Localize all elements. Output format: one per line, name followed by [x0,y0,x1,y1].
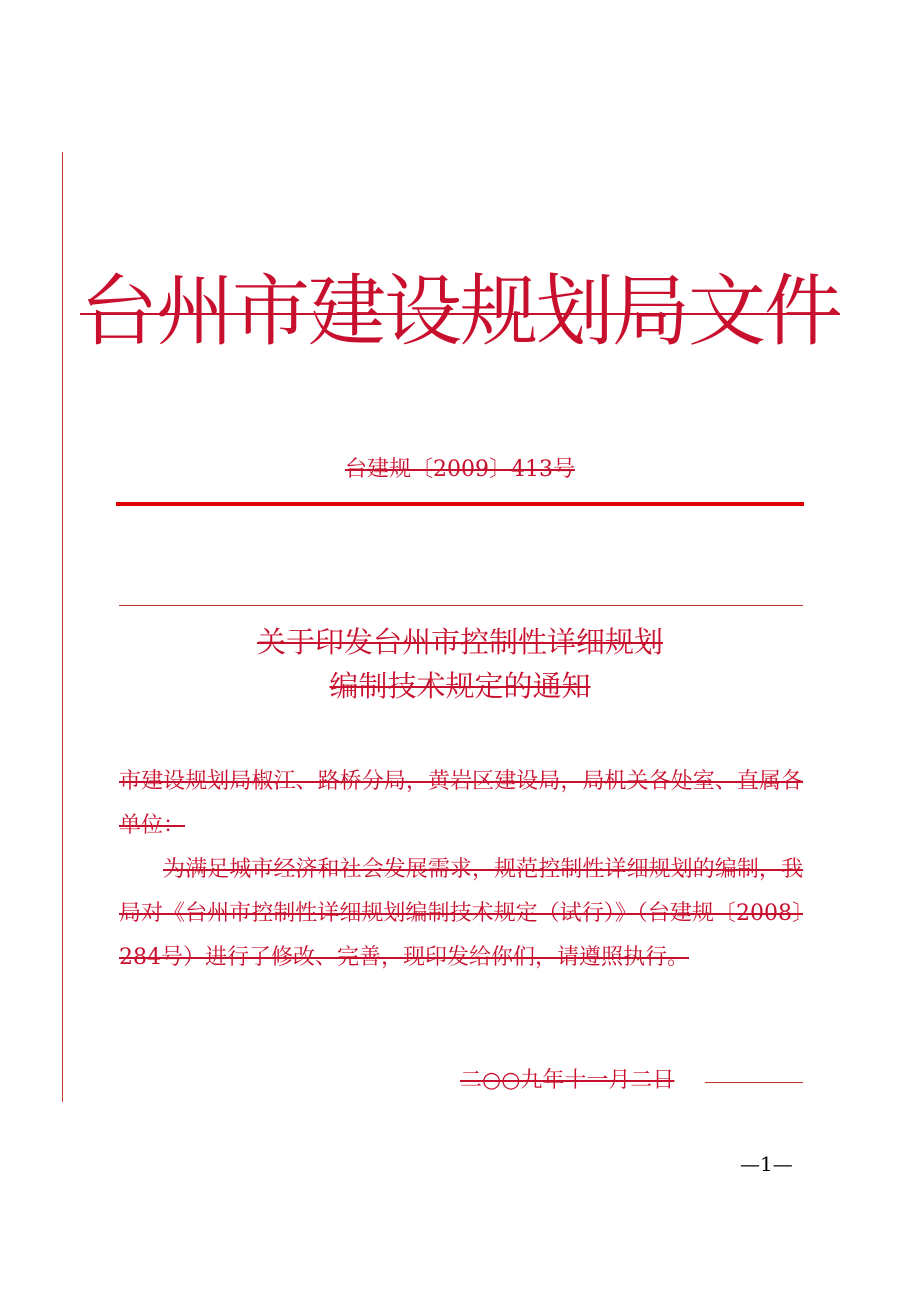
addressee: 市建设规划局椒江、路桥分局，黄岩区建设局，局机关各处室、直属各单位： [119,769,803,838]
notice-title-line-1: 关于印发台州市控制性详细规划 [256,625,663,659]
body-paragraph: 为满足城市经济和社会发展需求，规范控制性详细规划的编制，我局对《台州市控制性详细规划编制技术规定（试行）》（台建规〔2008〕284号）进行了修改、完善，现印发给你们，请遵照执行。 [119,857,803,970]
notice-body [119,760,803,980]
document-number: 台建规〔2009〕413号 [345,457,575,482]
notice-title-line-2: 编制技术规定的通知 [329,669,591,703]
issue-date-block [460,1066,803,1096]
issuer-title-text: 台州市建设规划局文件 [79,267,840,357]
notice-title [0,620,920,708]
revision-thin-rule [119,605,803,606]
issuer-title [0,262,920,362]
page-number: —1— [740,1152,793,1176]
date-trailing-rule [705,1082,803,1083]
issue-date: 二○○九年十一月二日 [460,1068,675,1093]
header-red-rule [116,502,804,506]
